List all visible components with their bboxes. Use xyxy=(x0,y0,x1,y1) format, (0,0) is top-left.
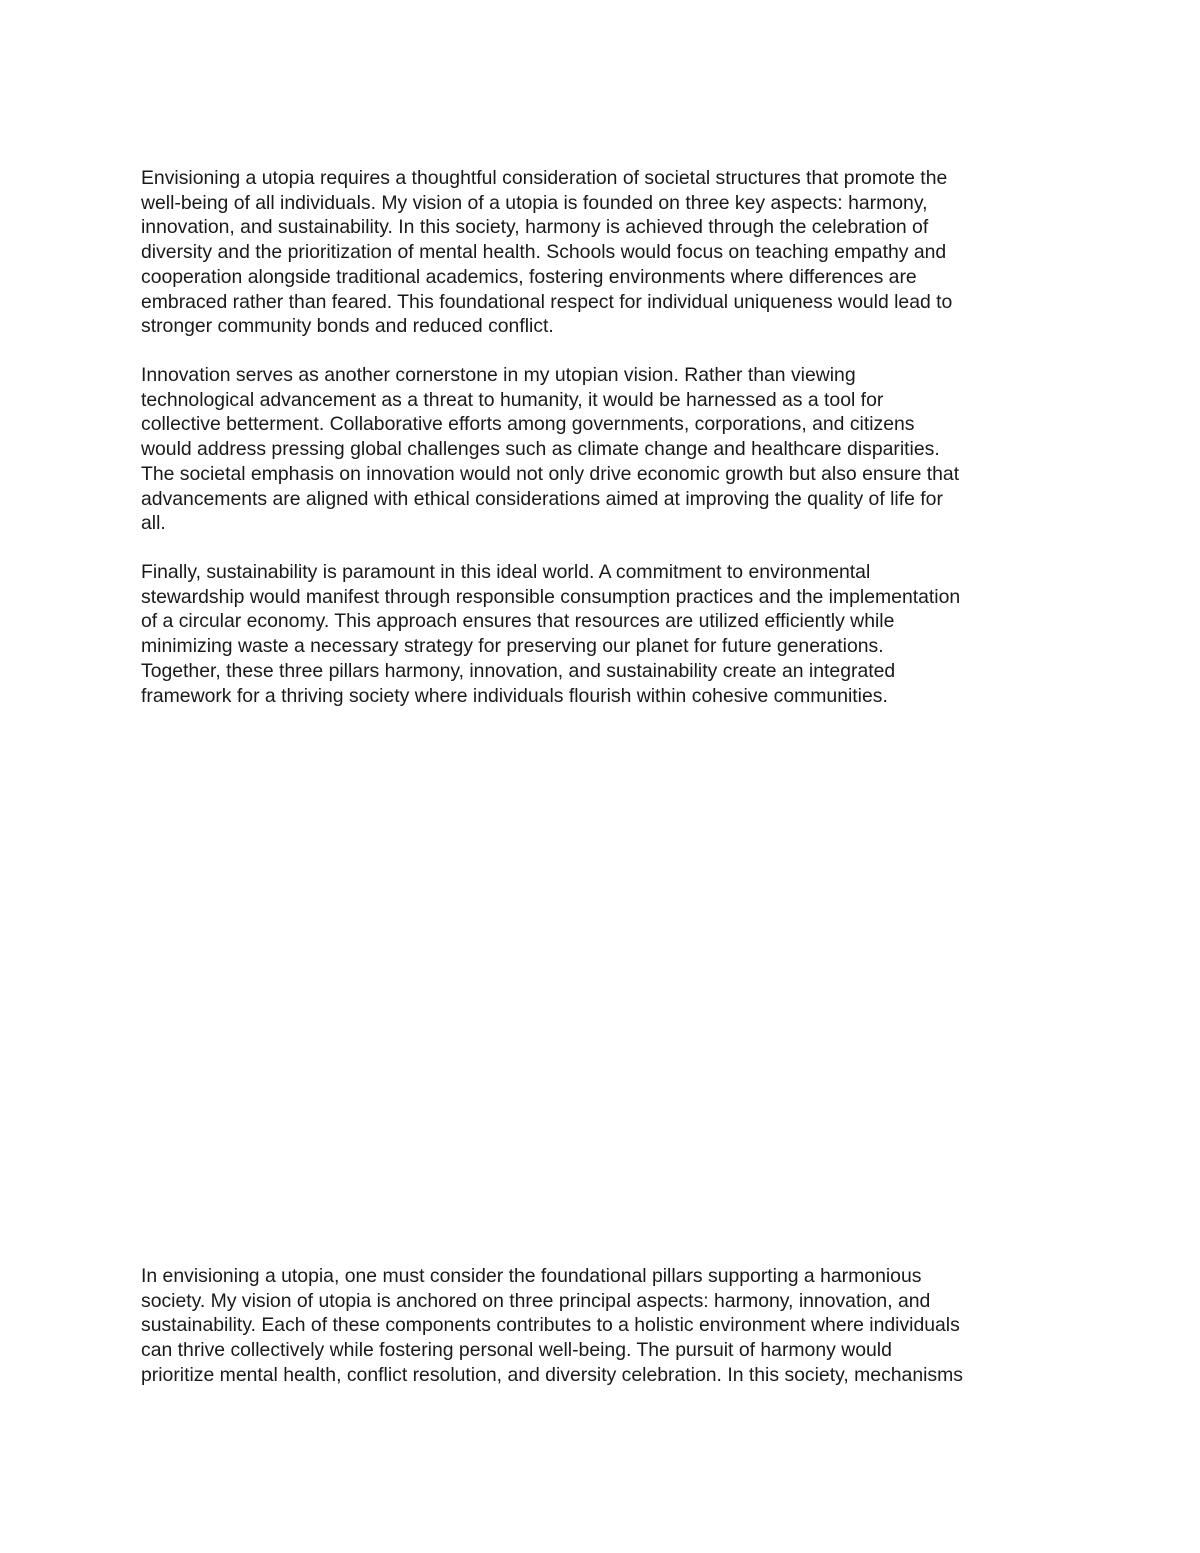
text-line: all. xyxy=(141,512,166,535)
text-line: prioritize mental health, conflict resolution, and diversity celebration. In this society, mechanisms xyxy=(141,1363,963,1386)
text-line: embraced rather than feared. This foundational respect for individual uniqueness would lead to xyxy=(141,290,953,313)
text-line: In envisioning a utopia, one must consider the foundational pillars supporting a harmonious xyxy=(141,1265,922,1287)
text-line: stewardship would manifest through responsible consumption practices and the implementation xyxy=(141,585,961,608)
text-line: Innovation serves as another cornerstone in my utopian vision. Rather than viewing xyxy=(141,364,856,386)
text-line: stronger community bonds and reduced conflict. xyxy=(141,315,554,338)
paragraph-sustainability xyxy=(141,560,1141,708)
text-line: framework for a thriving society where individuals flourish within cohesive communities. xyxy=(141,684,888,707)
text-line: technological advancement as a threat to humanity, it would be harnessed as a tool for xyxy=(141,388,884,411)
text-line: The societal emphasis on innovation would not only drive economic growth but also ensure that xyxy=(141,462,960,485)
text-line: advancements are aligned with ethical considerations aimed at improving the quality of life for xyxy=(141,487,943,510)
text-line: cooperation alongside traditional academics, fostering environments where differences are xyxy=(141,265,917,288)
paragraph-innovation xyxy=(141,363,1141,536)
text-line: minimizing waste a necessary strategy for preserving our planet for future generations. xyxy=(141,635,884,658)
text-line: diversity and the prioritization of mental health. Schools would focus on teaching empathy and xyxy=(141,241,947,264)
text-line: Envisioning a utopia requires a thoughtful consideration of societal structures that promote the xyxy=(141,167,948,189)
text-line: innovation, and sustainability. In this society, harmony is achieved through the celebration of xyxy=(141,216,929,239)
text-line: can thrive collectively while fostering personal well-being. The pursuit of harmony would xyxy=(141,1339,892,1362)
text-line: sustainability. Each of these components contributes to a holistic environment where individuals xyxy=(141,1314,960,1337)
text-line: well-being of all individuals. My vision of a utopia is founded on three key aspects: harmony, xyxy=(141,191,928,214)
text-line: society. My vision of utopia is anchored on three principal aspects: harmony, innovation, and xyxy=(141,1289,931,1312)
text-line: Finally, sustainability is paramount in this ideal world. A commitment to environmental xyxy=(141,561,871,583)
text-line: would address pressing global challenges such as climate change and healthcare disparities. xyxy=(141,438,940,461)
paragraph-harmony xyxy=(141,166,1141,339)
text-line: of a circular economy. This approach ensures that resources are utilized efficiently while xyxy=(141,610,895,633)
paragraph-second-essay-intro xyxy=(141,1264,1141,1388)
text-line: collective betterment. Collaborative efforts among governments, corporations, and citizens xyxy=(141,413,915,436)
text-line: Together, these three pillars harmony, innovation, and sustainability create an integrated xyxy=(141,659,896,682)
